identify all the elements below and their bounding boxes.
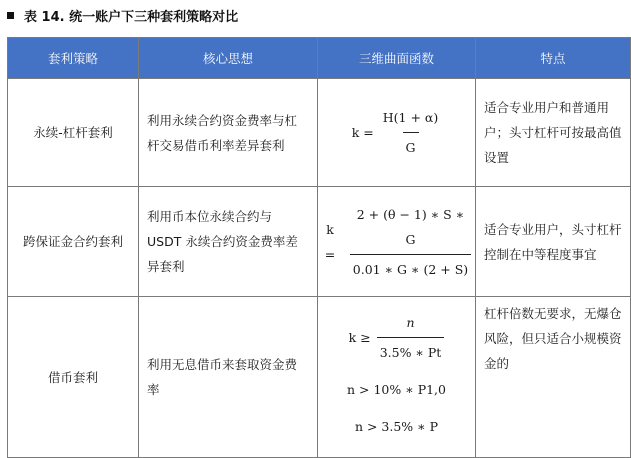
formula-fraction: [380, 105, 441, 160]
formula-k: [349, 310, 445, 365]
caption-text: 表 14. 统一账户下三种套利策略对比: [24, 9, 239, 25]
feature-text: 适合专业用户和普通用户；头寸杠杆可按最高值设置: [484, 100, 622, 165]
idea-text: 利用永续合约资金费率与杠杆交易借币利率差异套利: [147, 112, 298, 153]
formula-cell: [318, 297, 476, 458]
table-row: [8, 79, 631, 187]
feature-cell: [476, 79, 631, 187]
formula-cell: [318, 79, 476, 187]
formula-lhs: k =: [324, 221, 336, 262]
idea-cell: [139, 187, 318, 297]
header-feature: 特点: [476, 38, 631, 79]
formula-denominator: G: [403, 132, 419, 160]
formula-denominator: 3.5% ∗ Pt: [377, 337, 445, 365]
formula-numerator: H(1 + α): [382, 110, 439, 125]
formula-condition-1: n > 10% ∗ P1,0: [347, 382, 446, 397]
strategy-cell: 跨保证金合约套利: [8, 187, 139, 297]
header-row: [8, 38, 631, 79]
table-row: [8, 187, 631, 297]
feature-text: 适合专业用户，头寸杠杆控制在中等程度事宜: [484, 221, 622, 262]
feature-cell: [476, 187, 631, 297]
strategy-cell: 借币套利: [8, 297, 139, 458]
formula-fraction: [347, 202, 474, 282]
idea-cell: [139, 79, 318, 187]
formula-k: [319, 105, 474, 160]
formula-lhs: k =: [351, 125, 374, 140]
header-idea: 核心思想: [139, 38, 318, 79]
formula-numerator: 2 + (θ − 1) ∗ S ∗ G: [356, 206, 465, 247]
formula-k: [319, 202, 474, 282]
table-caption: [7, 6, 238, 24]
idea-cell: [139, 297, 318, 458]
formula-fraction: [377, 310, 445, 365]
header-strategy: 套利策略: [8, 38, 139, 79]
formula-cell: [318, 187, 476, 297]
feature-cell: [476, 297, 631, 458]
strategy-cell: 永续-杠杆套利: [8, 79, 139, 187]
idea-text: 利用无息借币来套取资金费率: [147, 357, 298, 397]
idea-text: 利用币本位永续合约与 USDT 永续合约资金费率差异套利: [147, 209, 298, 274]
header-formula: 三维曲面函数: [318, 38, 476, 79]
formula-condition-2: n > 3.5% ∗ P: [354, 419, 439, 434]
formula-denominator: 0.01 ∗ G ∗ (2 + S): [350, 254, 471, 282]
formula-lhs: k ≥: [348, 330, 371, 345]
feature-text: 杠杆倍数无要求，无爆仓风险，但只适合小规模资金的: [484, 306, 622, 371]
table-row: [8, 297, 631, 458]
strategy-comparison-table: [7, 37, 631, 458]
bullet-square-icon: [7, 12, 14, 19]
formula-numerator: n: [406, 315, 415, 330]
